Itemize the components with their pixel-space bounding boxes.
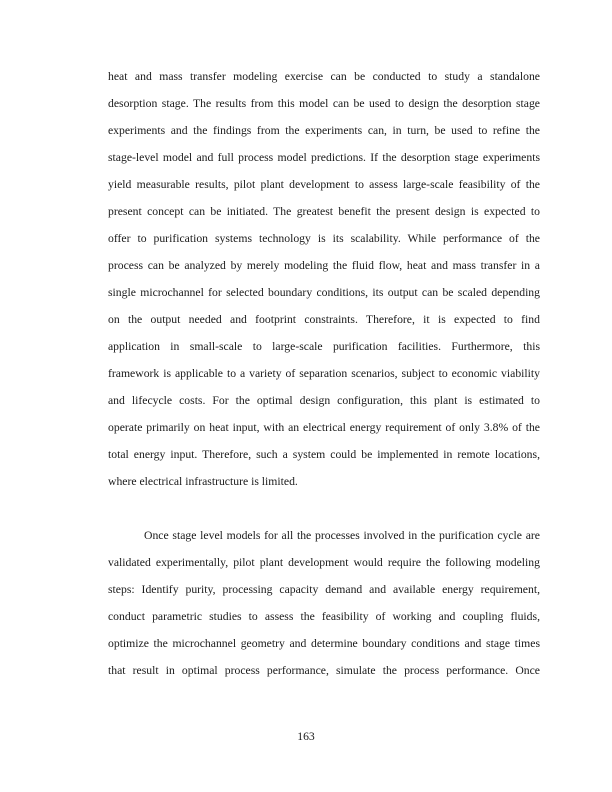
paragraph-1-line: operate primarily on heat input, with an electrical energy requirement of only 3.8% of the <box>108 421 540 434</box>
paragraph-1-line: total energy input. Therefore, such a system could be implemented in remote locations, <box>108 448 540 461</box>
paragraph-1-line: heat and mass transfer modeling exercise can be conducted to study a standalone <box>108 70 540 83</box>
paragraph-1-line: on the output needed and footprint constraints. Therefore, it is expected to find <box>108 313 540 326</box>
paragraph-1-line: framework is applicable to a variety of separation scenarios, subject to economic viability <box>108 367 540 380</box>
paragraph-1-line: and lifecycle costs. For the optimal design configuration, this plant is estimated to <box>108 394 540 407</box>
paragraph-1-line: experiments and the findings from the experiments can, in turn, be used to refine the <box>108 124 540 137</box>
paragraph-1-line: desorption stage. The results from this model can be used to design the desorption stage <box>108 97 540 110</box>
paragraph-1-line: yield measurable results, pilot plant development to assess large-scale feasibility of the <box>108 178 540 191</box>
page-number: 163 <box>297 730 315 743</box>
paragraph-2-line: steps: Identify purity, processing capacity demand and available energy requirement, <box>108 583 540 596</box>
paragraph-2-line: Once stage level models for all the processes involved in the purification cycle are <box>144 529 540 542</box>
paragraph-2-line: that result in optimal process performance, simulate the process performance. Once <box>108 664 540 677</box>
paragraph-1-line: process can be analyzed by merely modeling the fluid flow, heat and mass transfer in a <box>108 259 540 272</box>
paragraph-2-line: optimize the microchannel geometry and determine boundary conditions and stage times <box>108 637 540 650</box>
paragraph-1-line: offer to purification systems technology is its scalability. While performance of the <box>108 232 540 245</box>
paragraph-1-line: present concept can be initiated. The greatest benefit the present design is expected to <box>108 205 540 218</box>
paragraph-1-line: stage-level model and full process model predictions. If the desorption stage experiments <box>108 151 540 164</box>
paragraph-1-line: application in small-scale to large-scale purification facilities. Furthermore, this <box>108 340 540 353</box>
paragraph-2-line: conduct parametric studies to assess the feasibility of working and coupling fluids, <box>108 610 540 623</box>
paragraph-1-line: where electrical infrastructure is limited. <box>108 475 298 488</box>
paragraph-1-line: single microchannel for selected boundary conditions, its output can be scaled depending <box>108 286 540 299</box>
paragraph-2-line: validated experimentally, pilot plant development would require the following modeling <box>108 556 540 569</box>
